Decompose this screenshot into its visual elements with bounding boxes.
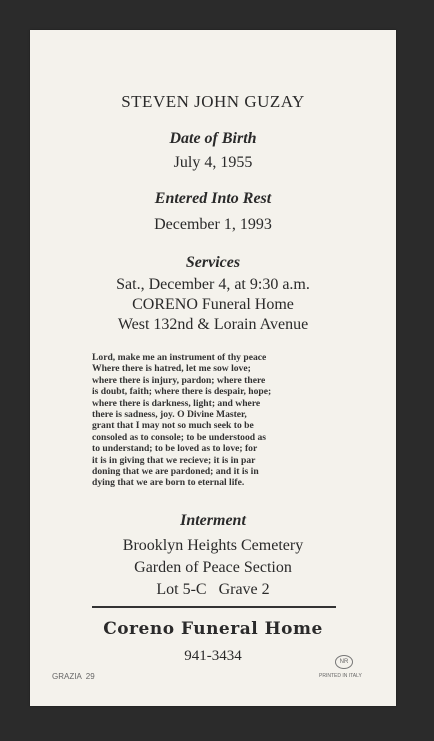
birth-date: July 4, 1955 — [173, 154, 253, 171]
prayer-line: is doubt, faith; where there is despair, hope; — [92, 386, 272, 398]
services-line: Sat., December 4, at 9:30 a.m. — [116, 276, 310, 293]
birth-label: Date of Birth — [169, 130, 257, 147]
services-line: West 132nd & Lorain Avenue — [117, 316, 309, 333]
prayer-text — [92, 352, 338, 489]
prayer-line: Where there is hatred, let me sow love; — [92, 363, 251, 375]
printer-seal-icon: NR — [335, 655, 353, 669]
phone-number: 941-3434 — [184, 648, 242, 664]
interment-label: Interment — [180, 512, 246, 529]
deceased-name: STEVEN JOHN GUZAY — [121, 92, 305, 111]
prayer-line: Lord, make me an instrument of thy peace — [92, 352, 267, 363]
printed-in-italy: PRINTED IN ITALY — [319, 673, 362, 679]
death-date: December 1, 1993 — [154, 216, 272, 233]
divider — [92, 606, 336, 608]
prayer-line: it is in giving that we recieve; it is in par — [92, 454, 256, 466]
interment-line: Garden of Peace Section — [134, 559, 292, 576]
interment-line: Brooklyn Heights Cemetery — [122, 537, 304, 554]
prayer-line: dying that we are born to eternal life. — [92, 477, 245, 489]
services-line: CORENO Funeral Home — [132, 296, 294, 313]
prayer-line: consoled as to console; to be understood as — [92, 431, 267, 443]
interment-line: Lot 5-C Grave 2 — [156, 581, 270, 598]
prayer-line: where there is injury, pardon; where there — [92, 374, 266, 386]
prayer-card — [30, 30, 396, 706]
prayer-line: doning that we are pardoned; and it is in — [92, 466, 259, 478]
death-label: Entered Into Rest — [154, 190, 272, 207]
prayer-line: to understand; to be loved as to love; for — [92, 443, 258, 455]
services-label: Services — [185, 254, 241, 271]
prayer-line: grant that I may not so much seek to be — [92, 420, 254, 432]
printer-mark: GRAZIA 29 — [52, 672, 95, 681]
funeral-home-name: Coreno Funeral Home — [103, 619, 323, 639]
prayer-line: where there is darkness, light; and where — [92, 397, 261, 409]
prayer-line: there is sadness, joy. O Divine Master, — [92, 409, 247, 421]
